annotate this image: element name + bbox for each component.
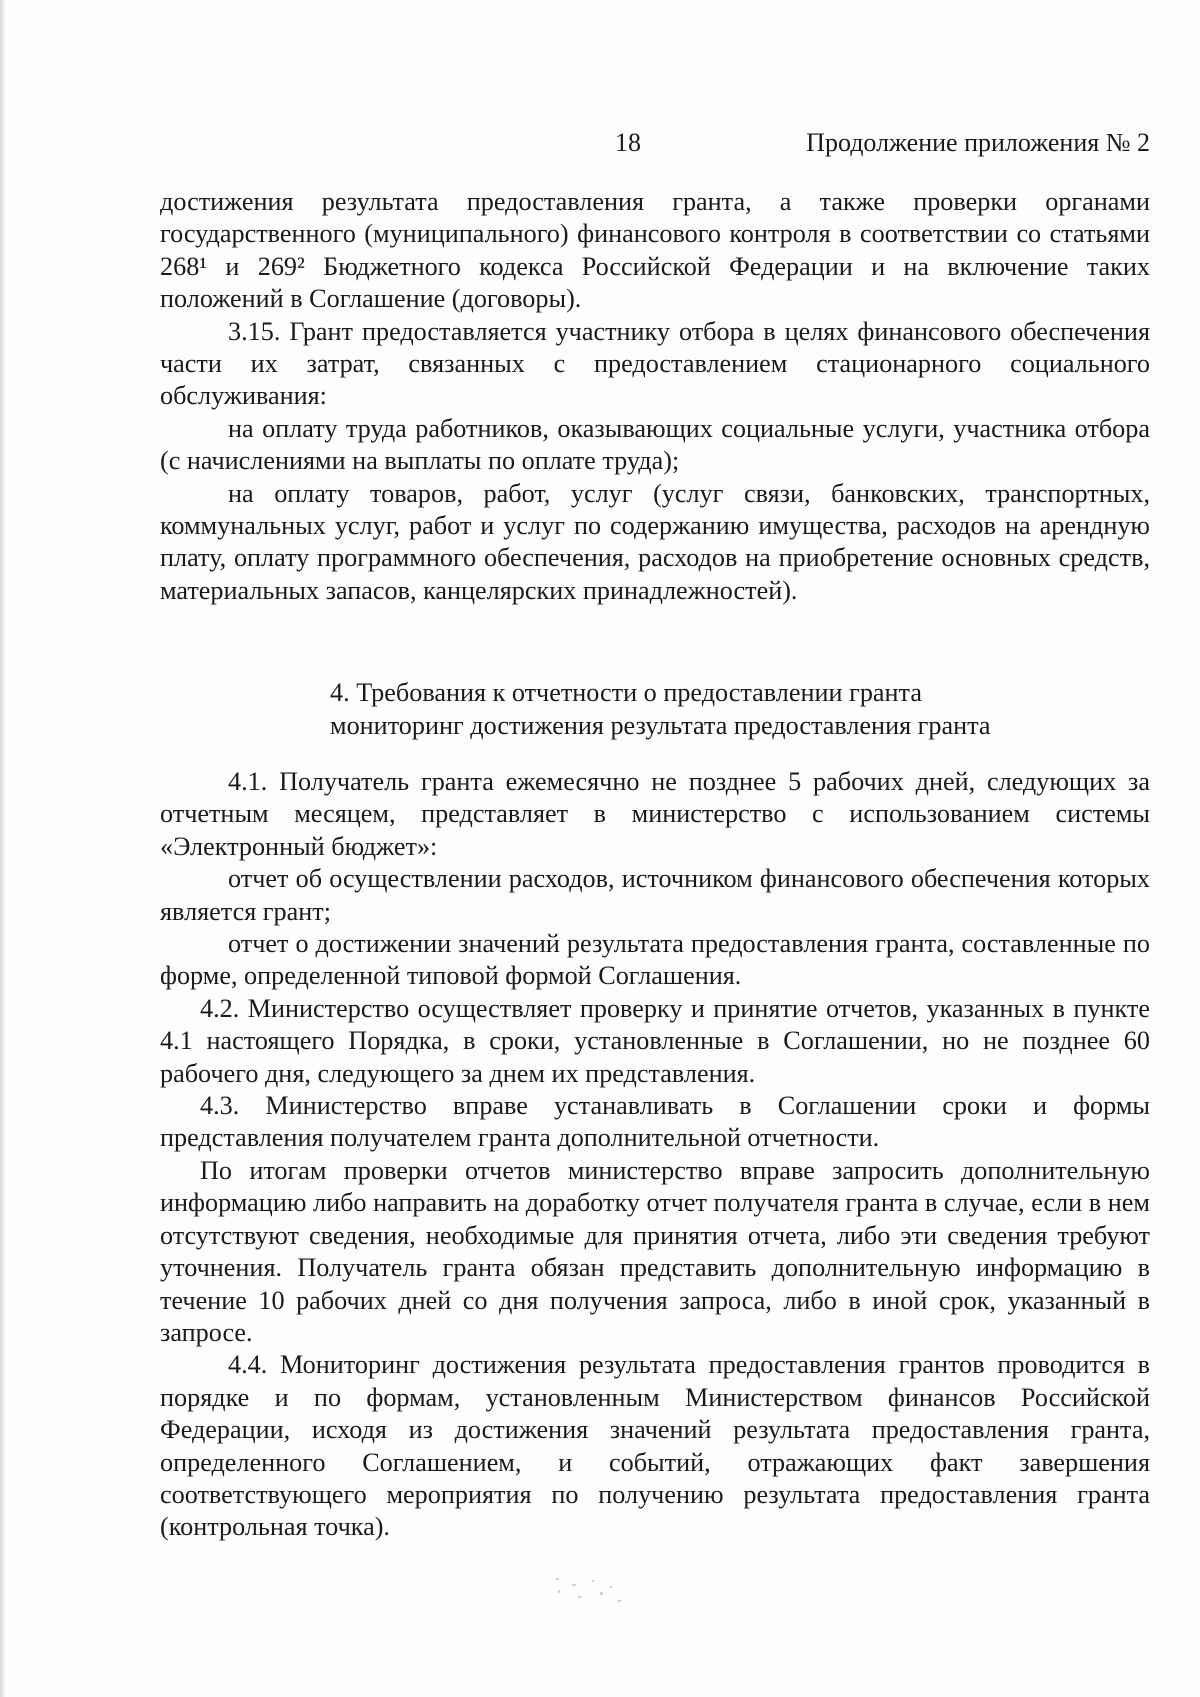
paragraph-continuation: достижения результата предоставления гранта, а также проверки органами государственного (муниципального) финансового контроля в соответствии со статьями 268¹ и 269² Бюджетного кодекса Российской Федерации и на включение таких положений в Соглашение (договоры). [160,187,1150,314]
paragraph-expense-report: отчет об осуществлении расходов, источником финансового обеспечения которых является грант; [160,864,1150,926]
paragraph-labor-costs: на оплату труда работников, оказывающих социальные услуги, участника отбора (с начислениями на выплаты по оплате труда); [160,413,1150,476]
section-heading-line-2: мониторинг достижения результата предоставления гранта [330,711,991,740]
page-number: 18 [615,128,641,157]
page-header [160,128,1150,164]
paragraph-goods-services: на оплату товаров, работ, услуг (услуг связи, банковских, транспортных, коммунальных услуг, работ и услуг по содержанию имущества, расходов на арендную плату, оплату программного обеспечения, расходов на приобретение основных средств, материальных запасов, канцелярских принадлежностей). [160,478,1150,605]
paragraph-4-1: 4.1. Получатель гранта ежемесячно не позднее 5 рабочих дней, следующих за отчетным месяцем, представляет в министерство с использованием системы «Электронный бюджет»: [160,767,1150,861]
scan-edge-shadow [0,0,6,1697]
section-4-heading [330,676,1090,742]
paragraph-3-15: 3.15. Грант предоставляется участнику отбора в целях финансового обеспечения части их затрат, связанных с предоставлением стационарного социального обслуживания: [160,316,1150,411]
appendix-continuation-title: Продолжение приложения № 2 [806,128,1150,157]
paragraph-4-3: 4.3. Министерство вправе устанавливать в Соглашении сроки и формы представления получателем гранта дополнительной отчетности. [160,1091,1150,1153]
paragraph-4-4: 4.4. Мониторинг достижения результата предоставления грантов проводится в порядке и по формам, установленным Министерством финансов Российской Федерации, исходя из достижения значений результата предоставления гранта, определенного Соглашением, и событий, отражающих факт завершения соответствующего мероприятия по получению результата предоставления гранта (контрольная точка). [160,1350,1150,1542]
paragraph-results-report: отчет о достижении значений результата предоставления гранта, составленные по форме, определенной типовой формой Соглашения. [160,929,1150,991]
scan-smudge-mark [548,1572,638,1612]
paragraph-review-results: По итогам проверки отчетов министерство вправе запросить дополнительную информацию либо направить на доработку отчет получателя гранта в случае, если в нем отсутствуют сведения, необходимые для принятия отчета, либо эти сведения требуют уточнения. Получатель гранта обязан представить дополнительную информацию в течение 10 рабочих дней со дня получения запроса, либо в иной срок, указанный в запросе. [160,1155,1150,1347]
body-text-top [160,186,1150,607]
section-heading-line-1: 4. Требования к отчетности о предоставлении гранта [330,678,922,707]
paragraph-4-2: 4.2. Министерство осуществляет проверку и принятие отчетов, указанных в пункте 4.1 настоящего Порядка, в сроки, установленные в Соглашении, но не позднее 60 рабочего дня, следующего за днем их представления. [160,993,1150,1088]
section-4-body [160,766,1150,1544]
